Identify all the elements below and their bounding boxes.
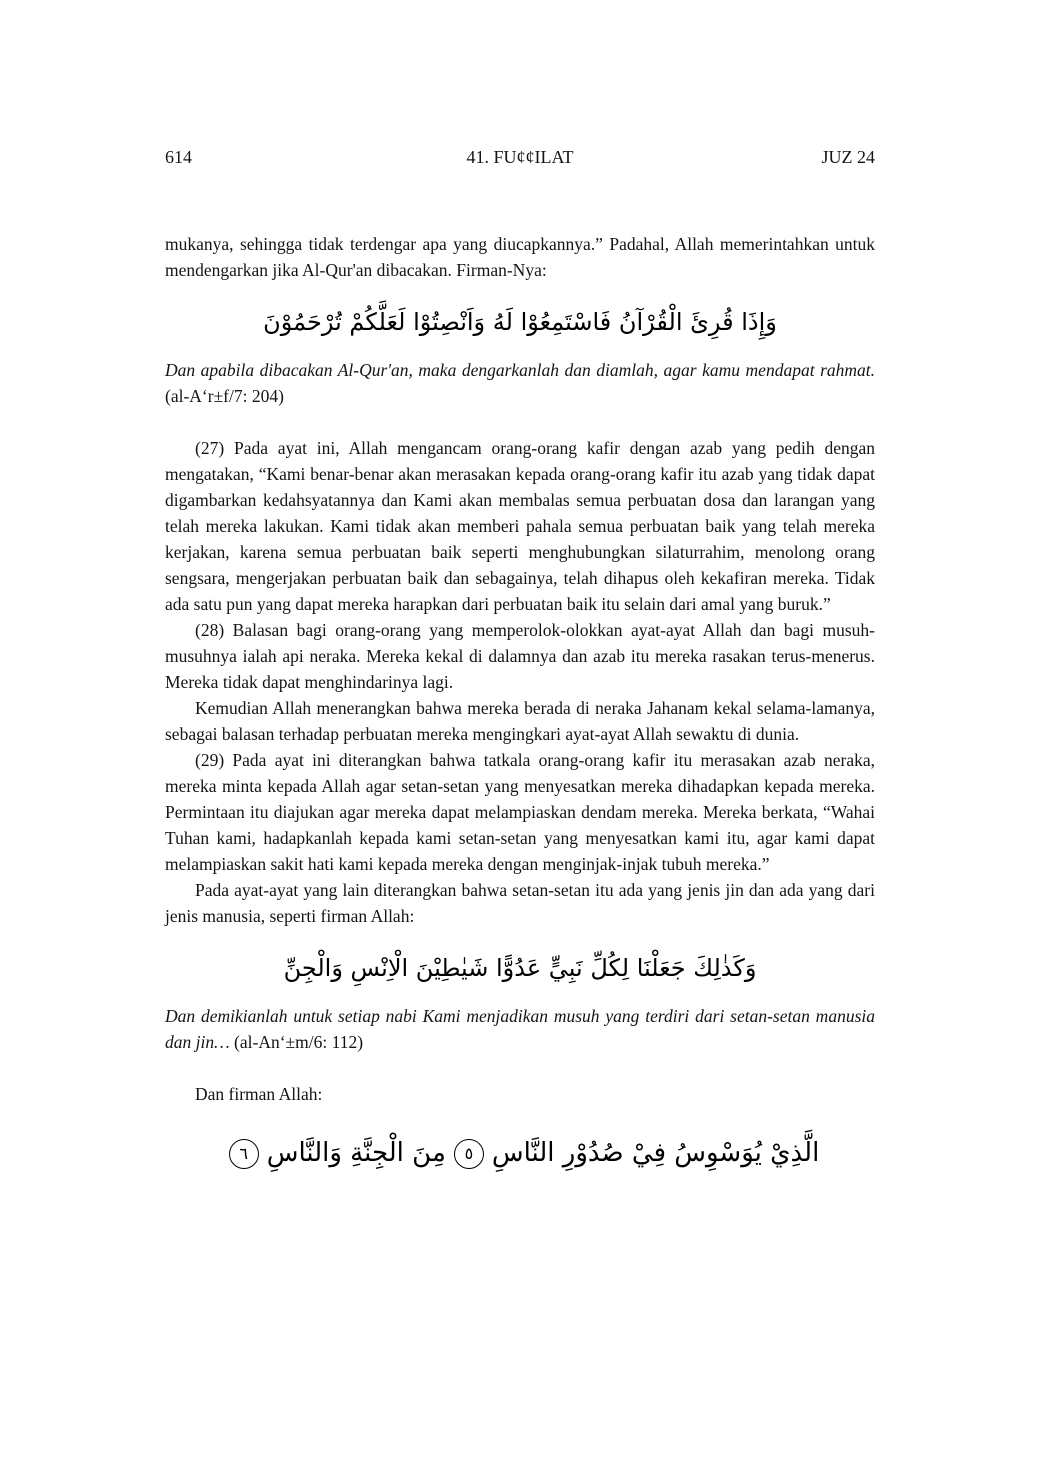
ayah-number-5: ٥ <box>454 1139 484 1169</box>
chapter-title: 41. FU¢¢ILAT <box>466 147 574 167</box>
translation-text: Dan demikianlah untuk setiap nabi Kami menjadikan musuh yang terdiri dari setan-setan manusia dan jin… <box>165 1006 875 1052</box>
verse-reference: (al-A‘r±f/7: 204) <box>165 386 284 406</box>
arabic-verse-nas-5-6 <box>165 1131 875 1177</box>
verse-reference: (al-An‘±m/6: 112) <box>234 1032 364 1052</box>
paragraph-28: (28) Balasan bagi orang-orang yang memperolok-olokkan ayat-ayat Allah dan bagi musuh-musuhnya ialah api neraka. Mereka kekal di dalamnya dan azab itu mereka rasakan terus-menerus. Mereka tidak dapat menghindarinya lagi. <box>165 620 875 692</box>
page-header <box>165 145 875 169</box>
arabic-verse-araf-204: وَإِذَا قُرِئَ الْقُرْآنُ فَاسْتَمِعُوْا لَهُ وَاَنْصِتُوْا لَعَلَّكُمْ تُرْحَمُوْنَ <box>263 308 777 336</box>
paragraph-29: (29) Pada ayat ini diterangkan bahwa tatkala orang-orang kafir itu merasakan azab neraka, mereka minta kepada Allah agar setan-setan yang menyesatkan mereka dihadapkan kepada mereka. Permintaan itu diajukan agar mereka dapat melampiaskan dendam mereka. Mereka berkata, “Wahai Tuhan kami, hadapkanlah kepada kami setan-setan yang menyesatkan kami itu, agar kami dapat melampiaskan sakit hati kami kepada mereka dengan menginjak-injak tubuh mereka.” <box>165 750 875 874</box>
translation-anam-112 <box>165 1003 875 1055</box>
ayah-number-6: ٦ <box>229 1139 259 1169</box>
arabic-verse-anam-112: وَكَذٰلِكَ جَعَلْنَا لِكُلِّ نَبِيٍّ عَدُوًّا شَيٰطِيْنَ الْاِنْسِ وَالْجِنِّ <box>283 954 757 982</box>
page-number: 614 <box>165 147 192 167</box>
arabic-verse-text: مِنَ الْجِنَّةِ وَالنَّاسِ <box>266 1138 446 1168</box>
translation-text: Dan apabila dibacakan Al-Qur'an, maka dengarkanlah dan diamlah, agar kamu mendapat rahmat. <box>165 360 875 380</box>
paragraph-kemudian: Kemudian Allah menerangkan bahwa mereka berada di neraka Jahanam kekal selama-lamanya, sebagai balasan terhadap perbuatan mereka mengingkari ayat-ayat Allah sewaktu di dunia. <box>165 698 875 744</box>
juz-label: JUZ 24 <box>821 147 875 167</box>
translation-araf-204 <box>165 357 875 409</box>
paragraph-intro: mukanya, sehingga tidak terdengar apa yang diucapkannya.” Padahal, Allah memerintahkan untuk mendengarkan jika Al-Qur'an dibacakan. Firman-Nya: <box>165 234 875 280</box>
arabic-verse-text: الَّذِيْ يُوَسْوِسُ فِيْ صُدُوْرِ النَّاسِ <box>491 1138 820 1168</box>
paragraph-dan-firman: Dan firman Allah: <box>195 1084 323 1104</box>
paragraph-27: (27) Pada ayat ini, Allah mengancam orang-orang kafir dengan azab yang pedih dengan mengatakan, “Kami benar-benar akan merasakan kepada orang-orang kafir itu azab yang tidak dapat digambarkan kedahsyatannya dan Kami akan membalas semua perbuatan dosa dan larangan yang telah mereka lakukan. Kami tidak akan memberi pahala semua perbuatan baik yang telah mereka kerjakan, karena semua perbuatan baik seperti menghubungkan silaturrahim, menolong orang sengsara, mengerjakan perbuatan baik dan sebagainya, telah dihapus oleh kekafiran mereka. Tidak ada satu pun yang dapat mereka harapkan dari perbuatan baik itu selain dari amal yang buruk.” <box>165 438 875 614</box>
paragraph-lain: Pada ayat-ayat yang lain diterangkan bahwa setan-setan itu ada yang jenis jin dan ada yang dari jenis manusia, seperti firman Allah: <box>165 880 875 926</box>
